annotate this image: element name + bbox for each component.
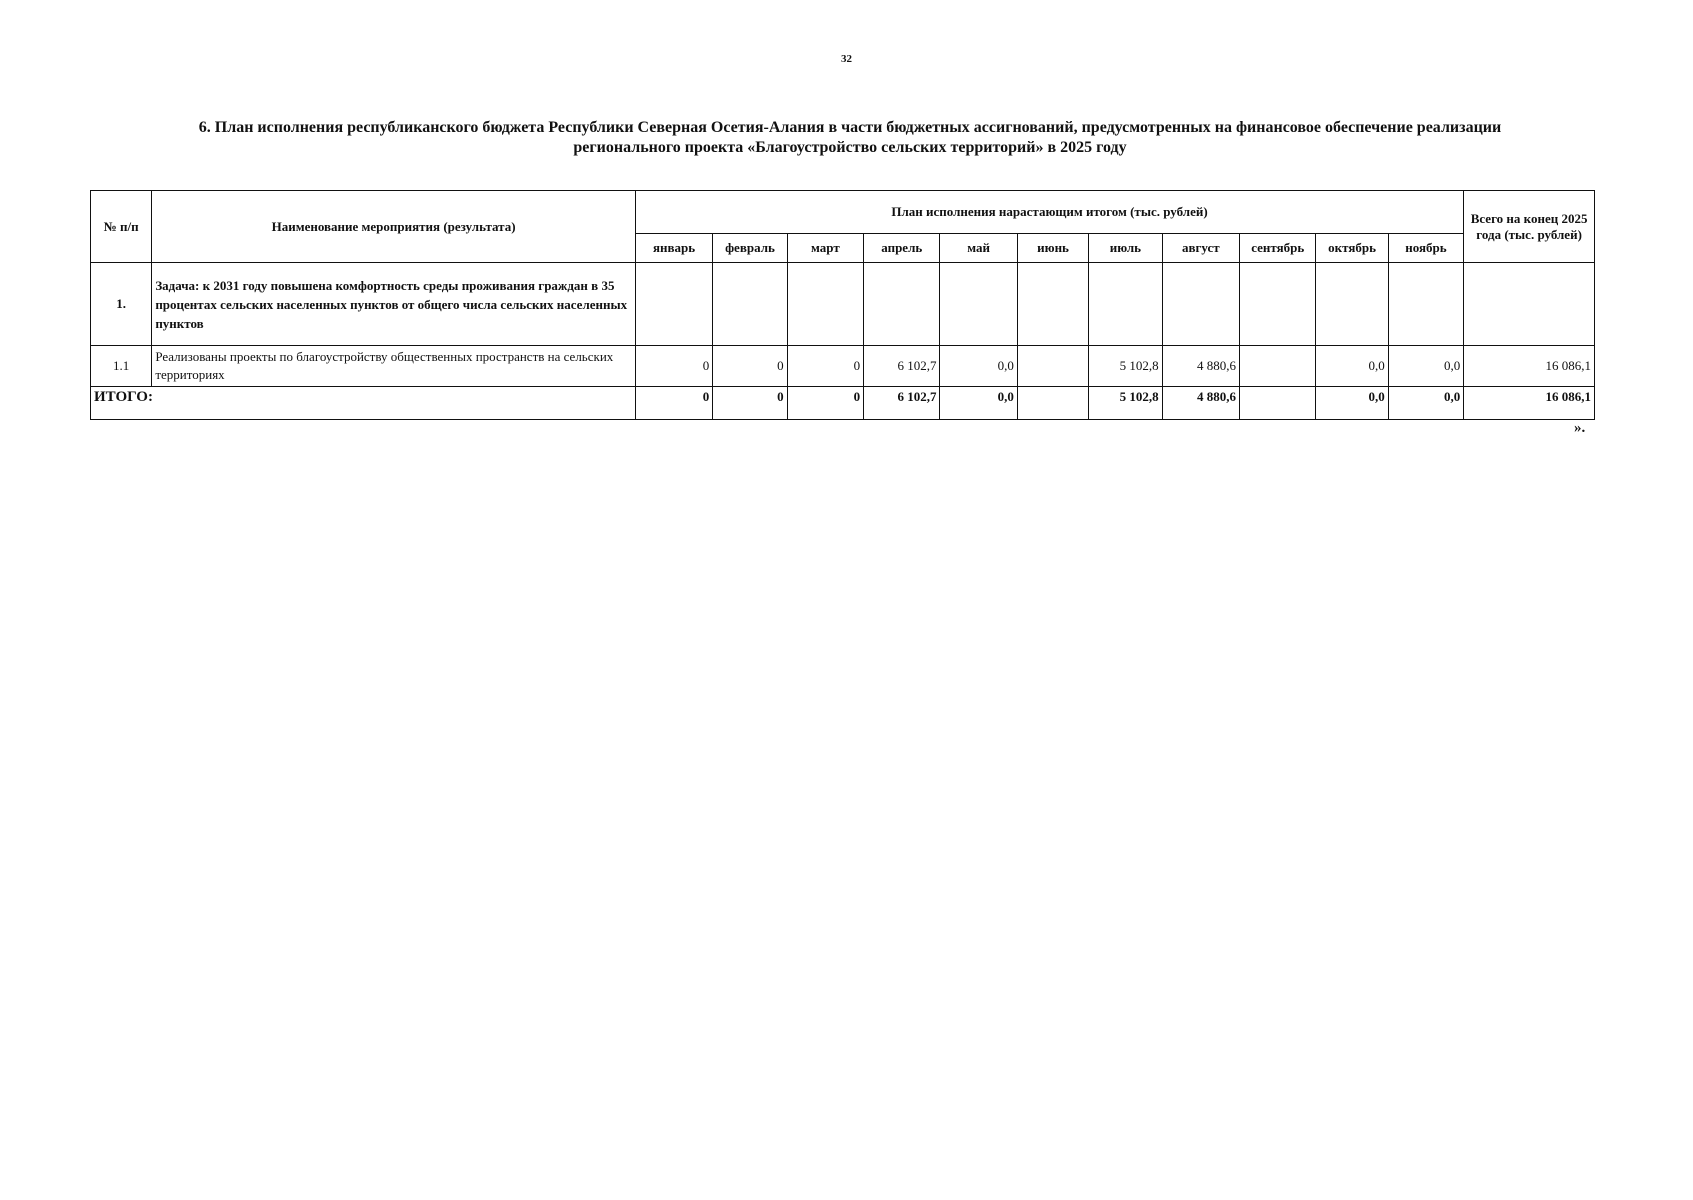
month-value xyxy=(635,263,712,346)
grand-total: 16 086,1 xyxy=(1464,387,1595,420)
header-month: август xyxy=(1162,234,1239,263)
month-value: 6 102,7 xyxy=(864,346,940,387)
header-month: март xyxy=(787,234,863,263)
total-month-value: 4 880,6 xyxy=(1162,387,1239,420)
row-name: Реализованы проекты по благоустройству общественных пространств на сельских территориях xyxy=(152,346,636,387)
row-total: 16 086,1 xyxy=(1464,346,1595,387)
month-value: 4 880,6 xyxy=(1162,346,1239,387)
header-number: № п/п xyxy=(91,191,152,263)
total-month-value: 0 xyxy=(713,387,787,420)
header-name: Наименование мероприятия (результата) xyxy=(152,191,636,263)
header-month: январь xyxy=(635,234,712,263)
header-month: май xyxy=(940,234,1017,263)
month-value xyxy=(1162,263,1239,346)
document-title xyxy=(90,118,1610,158)
total-month-value: 0,0 xyxy=(1388,387,1463,420)
month-value xyxy=(1240,263,1316,346)
total-month-value xyxy=(1240,387,1316,420)
row-number: 1. xyxy=(91,263,152,346)
month-value: 0 xyxy=(635,346,712,387)
month-value xyxy=(1388,263,1463,346)
header-month: февраль xyxy=(713,234,787,263)
header-plan: План исполнения нарастающим итогом (тыс. рублей) xyxy=(635,191,1463,234)
total-month-value: 6 102,7 xyxy=(864,387,940,420)
table-row-result xyxy=(91,346,1595,387)
month-value: 0,0 xyxy=(1316,346,1388,387)
month-value xyxy=(1089,263,1162,346)
total-month-value: 0,0 xyxy=(1316,387,1388,420)
closing-quote-mark: ». xyxy=(1574,420,1586,436)
total-label: ИТОГО: xyxy=(91,387,636,420)
total-month-value: 5 102,8 xyxy=(1089,387,1162,420)
month-value xyxy=(1240,346,1316,387)
table-row-task xyxy=(91,263,1595,346)
month-value xyxy=(940,263,1017,346)
month-value xyxy=(1017,346,1088,387)
header-month: ноябрь xyxy=(1388,234,1463,263)
month-value xyxy=(713,263,787,346)
month-value xyxy=(1316,263,1388,346)
title-line-2: регионального проекта «Благоустройство сельских территорий» в 2025 году xyxy=(573,139,1127,156)
header-month: июль xyxy=(1089,234,1162,263)
header-total: Всего на конец 2025 года (тыс. рублей) xyxy=(1464,191,1595,263)
month-value: 0,0 xyxy=(1388,346,1463,387)
row-number: 1.1 xyxy=(91,346,152,387)
month-value: 0,0 xyxy=(940,346,1017,387)
page-number: 32 xyxy=(841,53,852,65)
budget-plan-table xyxy=(90,190,1595,420)
header-month: сентябрь xyxy=(1240,234,1316,263)
title-line-1: 6. План исполнения республиканского бюджета Республики Северная Осетия-Алания в части бюджетных ассигнований, предусмотренных на финансовое обеспечение реализации xyxy=(198,119,1502,136)
month-value: 0 xyxy=(713,346,787,387)
row-total xyxy=(1464,263,1595,346)
header-month: апрель xyxy=(864,234,940,263)
header-month: июнь xyxy=(1017,234,1088,263)
month-value xyxy=(787,263,863,346)
total-month-value: 0 xyxy=(787,387,863,420)
row-name: Задача: к 2031 году повышена комфортность среды проживания граждан в 35 процентах сельских населенных пунктов от общего числа сельских населенных пунктов xyxy=(152,263,636,346)
month-value xyxy=(1017,263,1088,346)
table-row-total xyxy=(91,387,1595,420)
total-month-value: 0 xyxy=(635,387,712,420)
month-value xyxy=(864,263,940,346)
month-value: 5 102,8 xyxy=(1089,346,1162,387)
month-value: 0 xyxy=(787,346,863,387)
header-month: октябрь xyxy=(1316,234,1388,263)
total-month-value: 0,0 xyxy=(940,387,1017,420)
total-month-value xyxy=(1017,387,1088,420)
